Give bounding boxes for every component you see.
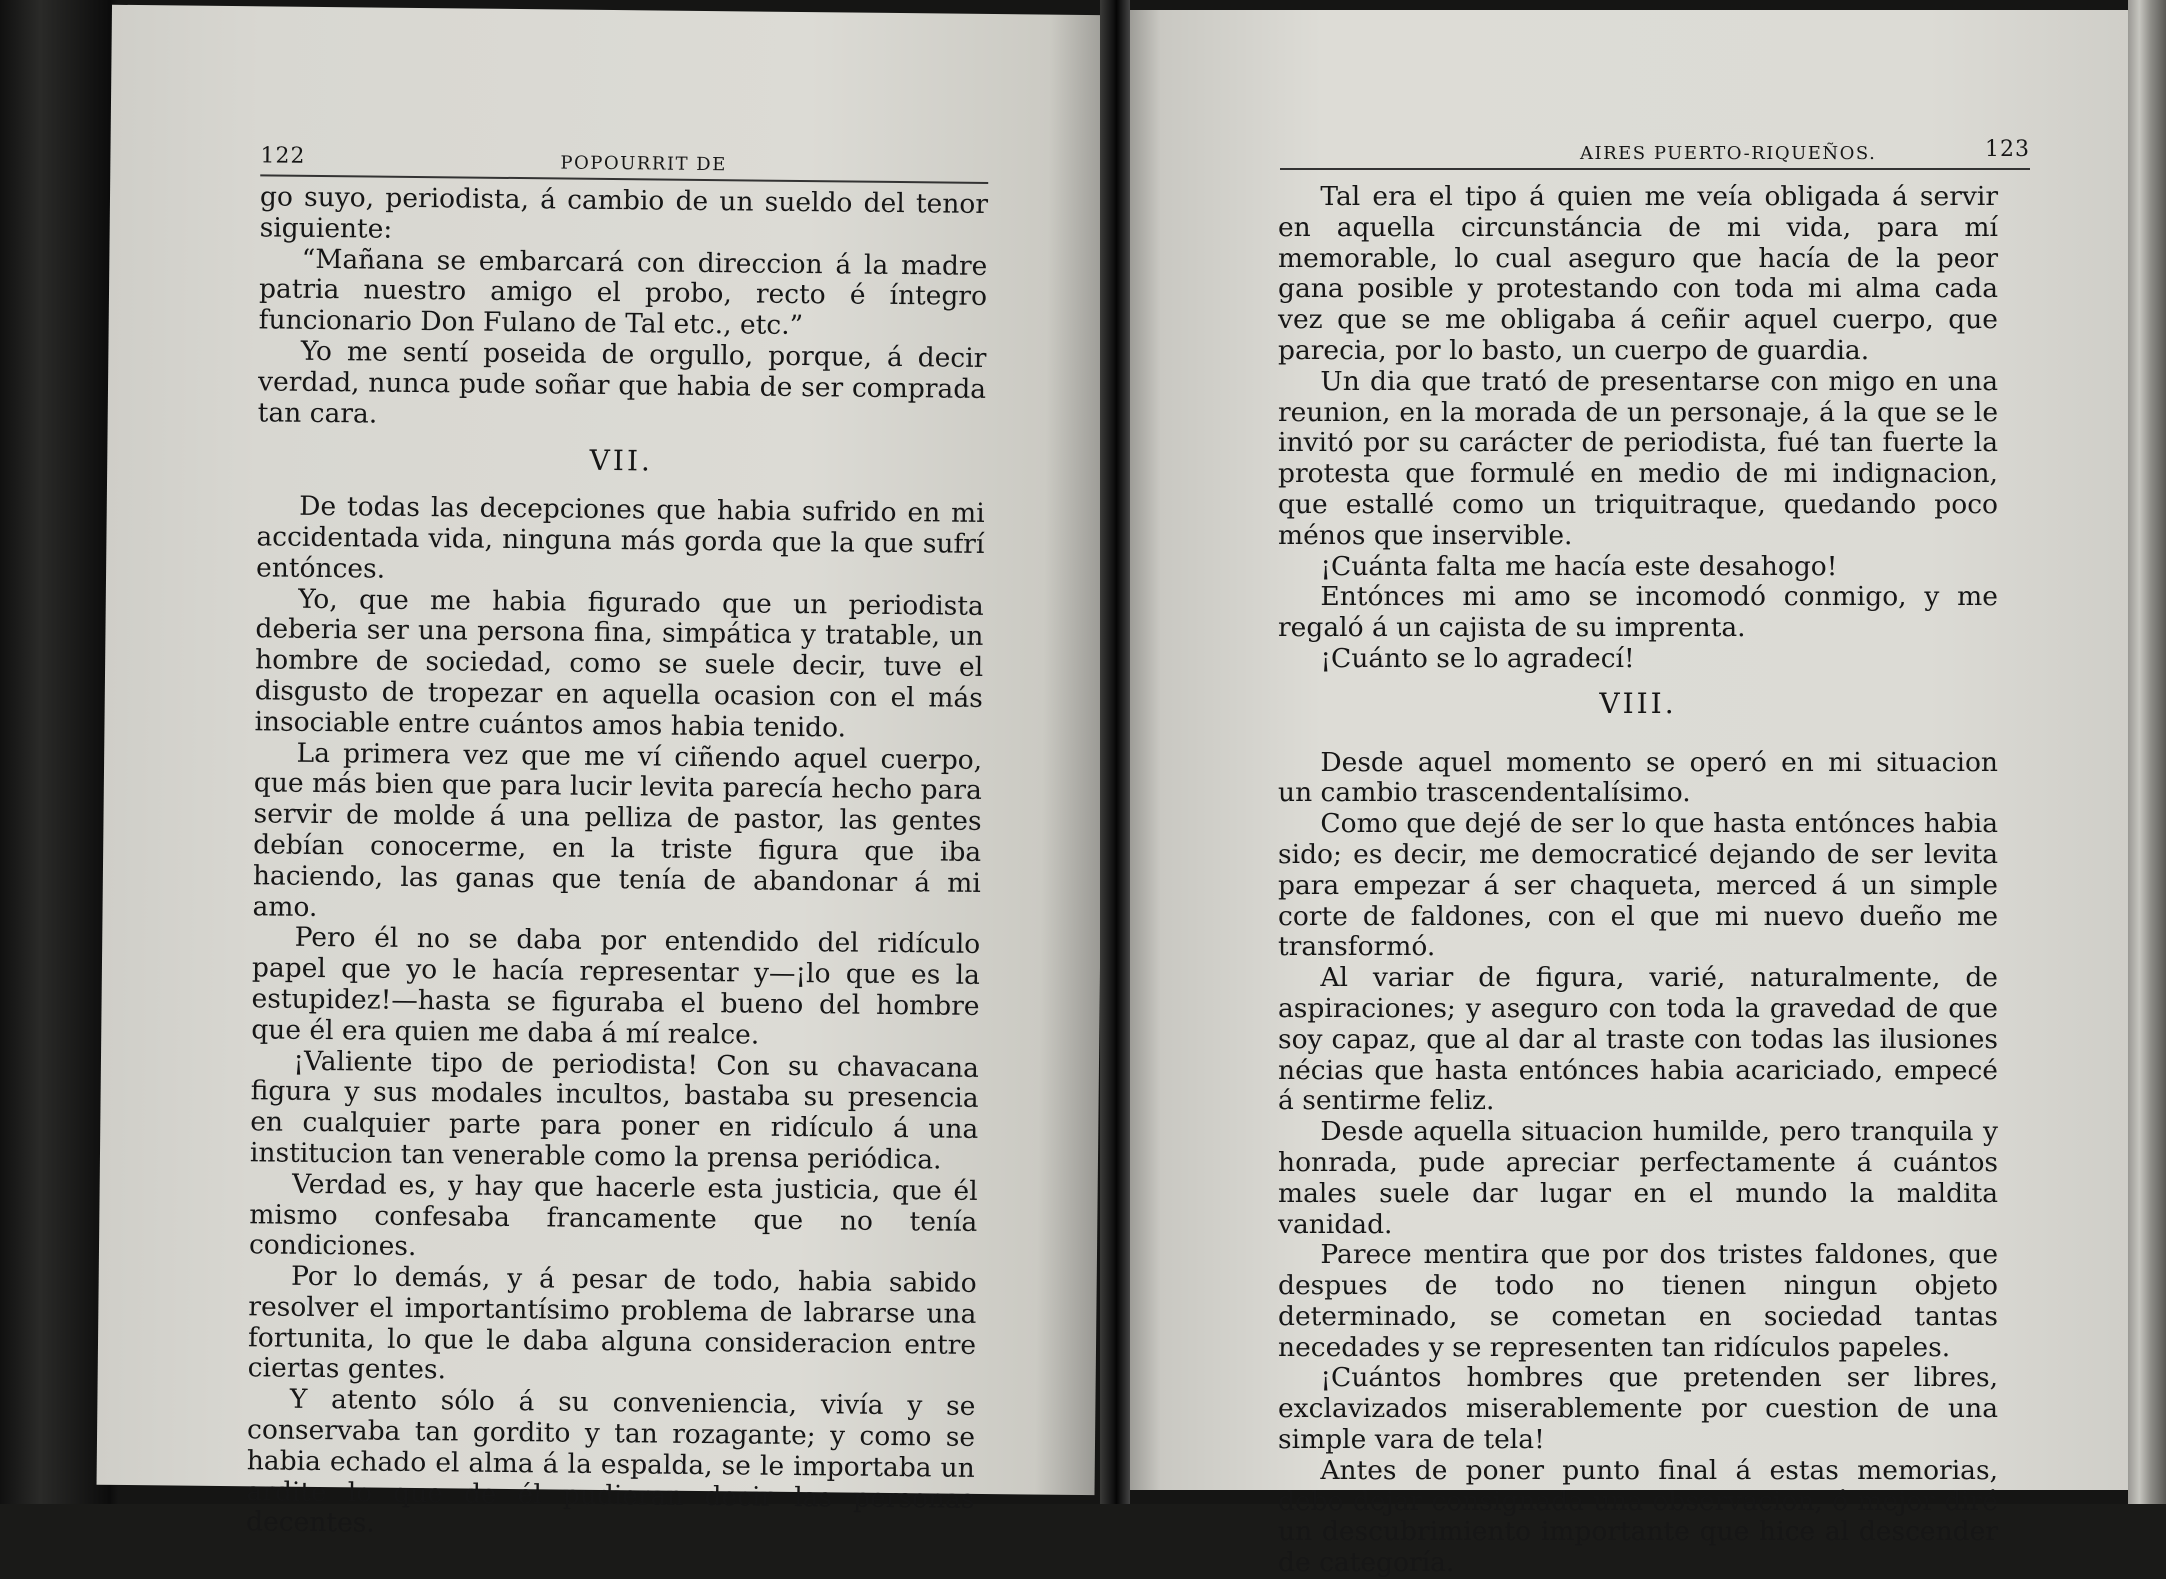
paragraph: Como que dejé de ser lo que hasta entónces habia sido; es decir, me democraticé dejando de ser levita para empezar á ser chaqueta, merced á un simple corte de faldones, con el que mi nuevo dueño me transformó. — [1278, 808, 1998, 963]
right-page-body — [1278, 182, 1998, 1579]
left-page-header — [260, 134, 988, 184]
chapter-heading: VIII. — [1599, 686, 1677, 720]
paragraph: Verdad es, y hay que hacerle esta justicia, que él mismo confesaba francamente que no tenía condiciones. — [248, 1168, 978, 1263]
paragraph: Pero él no se daba por entendido del ridículo papel que yo le hacía representar y—¡lo que es la estupidez!—hasta se figuraba el bueno del hombre que él era quien me daba á mí realce. — [251, 922, 981, 1051]
paragraph: Al variar de figura, varié, naturalmente, de aspiraciones; y aseguro con toda la gravedad de que soy capaz, que al dar al traste con todas las ilusiones nécias que hasta entónces habia acariciado, empecé á sentirme feliz. — [1278, 962, 1998, 1117]
book-gutter — [1100, 0, 1130, 1504]
paragraph: go suyo, periodista, á cambio de un sueldo del tenor siguiente: — [259, 181, 989, 245]
paragraph: ¡Cuánta falta me hacía este desahogo! — [1320, 550, 1838, 582]
left-page-body — [246, 182, 988, 1546]
paragraph: ¡Cuánto se lo agradecí! — [1320, 642, 1635, 674]
right-page-header — [1280, 128, 2030, 170]
paragraph: Un dia que trató de presentarse con migo en una reunion, en la morada de un personaje, á la que se le invitó por su carácter de periodista, fué tan fuerte la protesta que formulé en medio de mi indignacion, que estallé como un triquitraque, quedando poco ménos que inservible. — [1278, 365, 1998, 551]
paragraph: Por lo demás, y á pesar de todo, habia sabido resolver el importantísimo problema de labrarse una fortunita, lo que le daba alguna consideracion entre ciertas gentes. — [247, 1260, 977, 1386]
paragraph: Parece mentira que por dos tristes faldones, que despues de todo no tienen ningun objeto determinado, se cometan en sociedad tantas necedades y se representen tan ridículos papeles. — [1278, 1239, 1998, 1363]
paragraph: Yo, que me habia figurado que un periodista deberia ser una persona fina, simpática y tratable, un hombre de sociedad, como se suele decir, tuve el disgusto de tropezar en aquella ocasion con el más insociable entre cuántos amos habia tenido. — [254, 583, 984, 744]
left-page-number: 122 — [260, 143, 306, 169]
paragraph: Y atento sólo á su conveniencia, vivía y se conservaba tan gordito y tan rozagante; y como se habia echado el alma á la espalda, se le importaba un ardite lo que de él pudieran decir las personas decentes. — [245, 1383, 976, 1540]
left-page — [97, 5, 1110, 1540]
chapter-heading: VII. — [589, 444, 654, 478]
paragraph: Desde aquel momento se operó en mi situacion un cambio trascendentalísimo. — [1278, 746, 1998, 809]
left-running-title: POPOURRIT DE — [560, 152, 727, 176]
paragraph: La primera vez que me ví ciñendo aquel cuerpo, que más bien que para lucir levita parecía hecho para servir de molde á una pelliza de pastor, las gentes debían conocerme, en la triste figura que iba haciendo, las ganas que tenía de abandonar á mi amo. — [252, 737, 983, 923]
paragraph: Yo me sentí poseida de orgullo, porque, á decir verdad, nunca pude soñar que habia de ser comprada tan cara. — [257, 335, 987, 430]
paragraph: De todas las decepciones que habia sufrido en mi accidentada vida, ninguna más gorda que la que sufrí entónces. — [255, 490, 985, 585]
right-page — [1120, 10, 2130, 1579]
paragraph: Tal era el tipo á quien me veía obligada á servir en aquella circunstáncia de mi vida, para mí memorable, lo cual aseguro que hacía de la peor gana posible y protestando con toda mi alma cada vez que se me obligaba á ceñir aquel cuerpo, que parecia, por lo basto, un cuerpo de guardia. — [1278, 181, 1998, 366]
paragraph: ¡Cuántos hombres que pretenden ser libres, exclavizados miserablemente por cuestion de una simple vara de tela! — [1278, 1362, 1998, 1456]
paragraph: Antes de poner punto final á estas memorias, debo dejar consignada una observacion, ó mejor diré un descubrimiento importante que hice al descender de categoría. — [1278, 1454, 1998, 1579]
paragraph: Entónces mi amo se incomodó conmigo, y me regaló á un cajista de su imprenta. — [1278, 581, 1998, 644]
right-page-number: 123 — [1985, 137, 2030, 162]
paragraph: ¡Valiente tipo de periodista! Con su chavacana figura y sus modales incultos, bastaba su presencia en cualquier parte para poner en ridículo á una institucion tan venerable como la prensa periódica. — [249, 1045, 980, 1176]
right-running-title: AIRES PUERTO-RIQUEÑOS. — [1580, 143, 1877, 164]
paragraph: Desde aquella situacion humilde, pero tranquila y honrada, pude apreciar perfectamente á cuántos males suele dar lugar en el mundo la maldita vanidad. — [1278, 1116, 1998, 1240]
paragraph: “Mañana se embarcará con direccion á la madre patria nuestro amigo el probo, recto é íntegro funcionario Don Fulano de Tal etc., etc.” — [258, 243, 988, 342]
page-edge — [2128, 0, 2166, 1504]
